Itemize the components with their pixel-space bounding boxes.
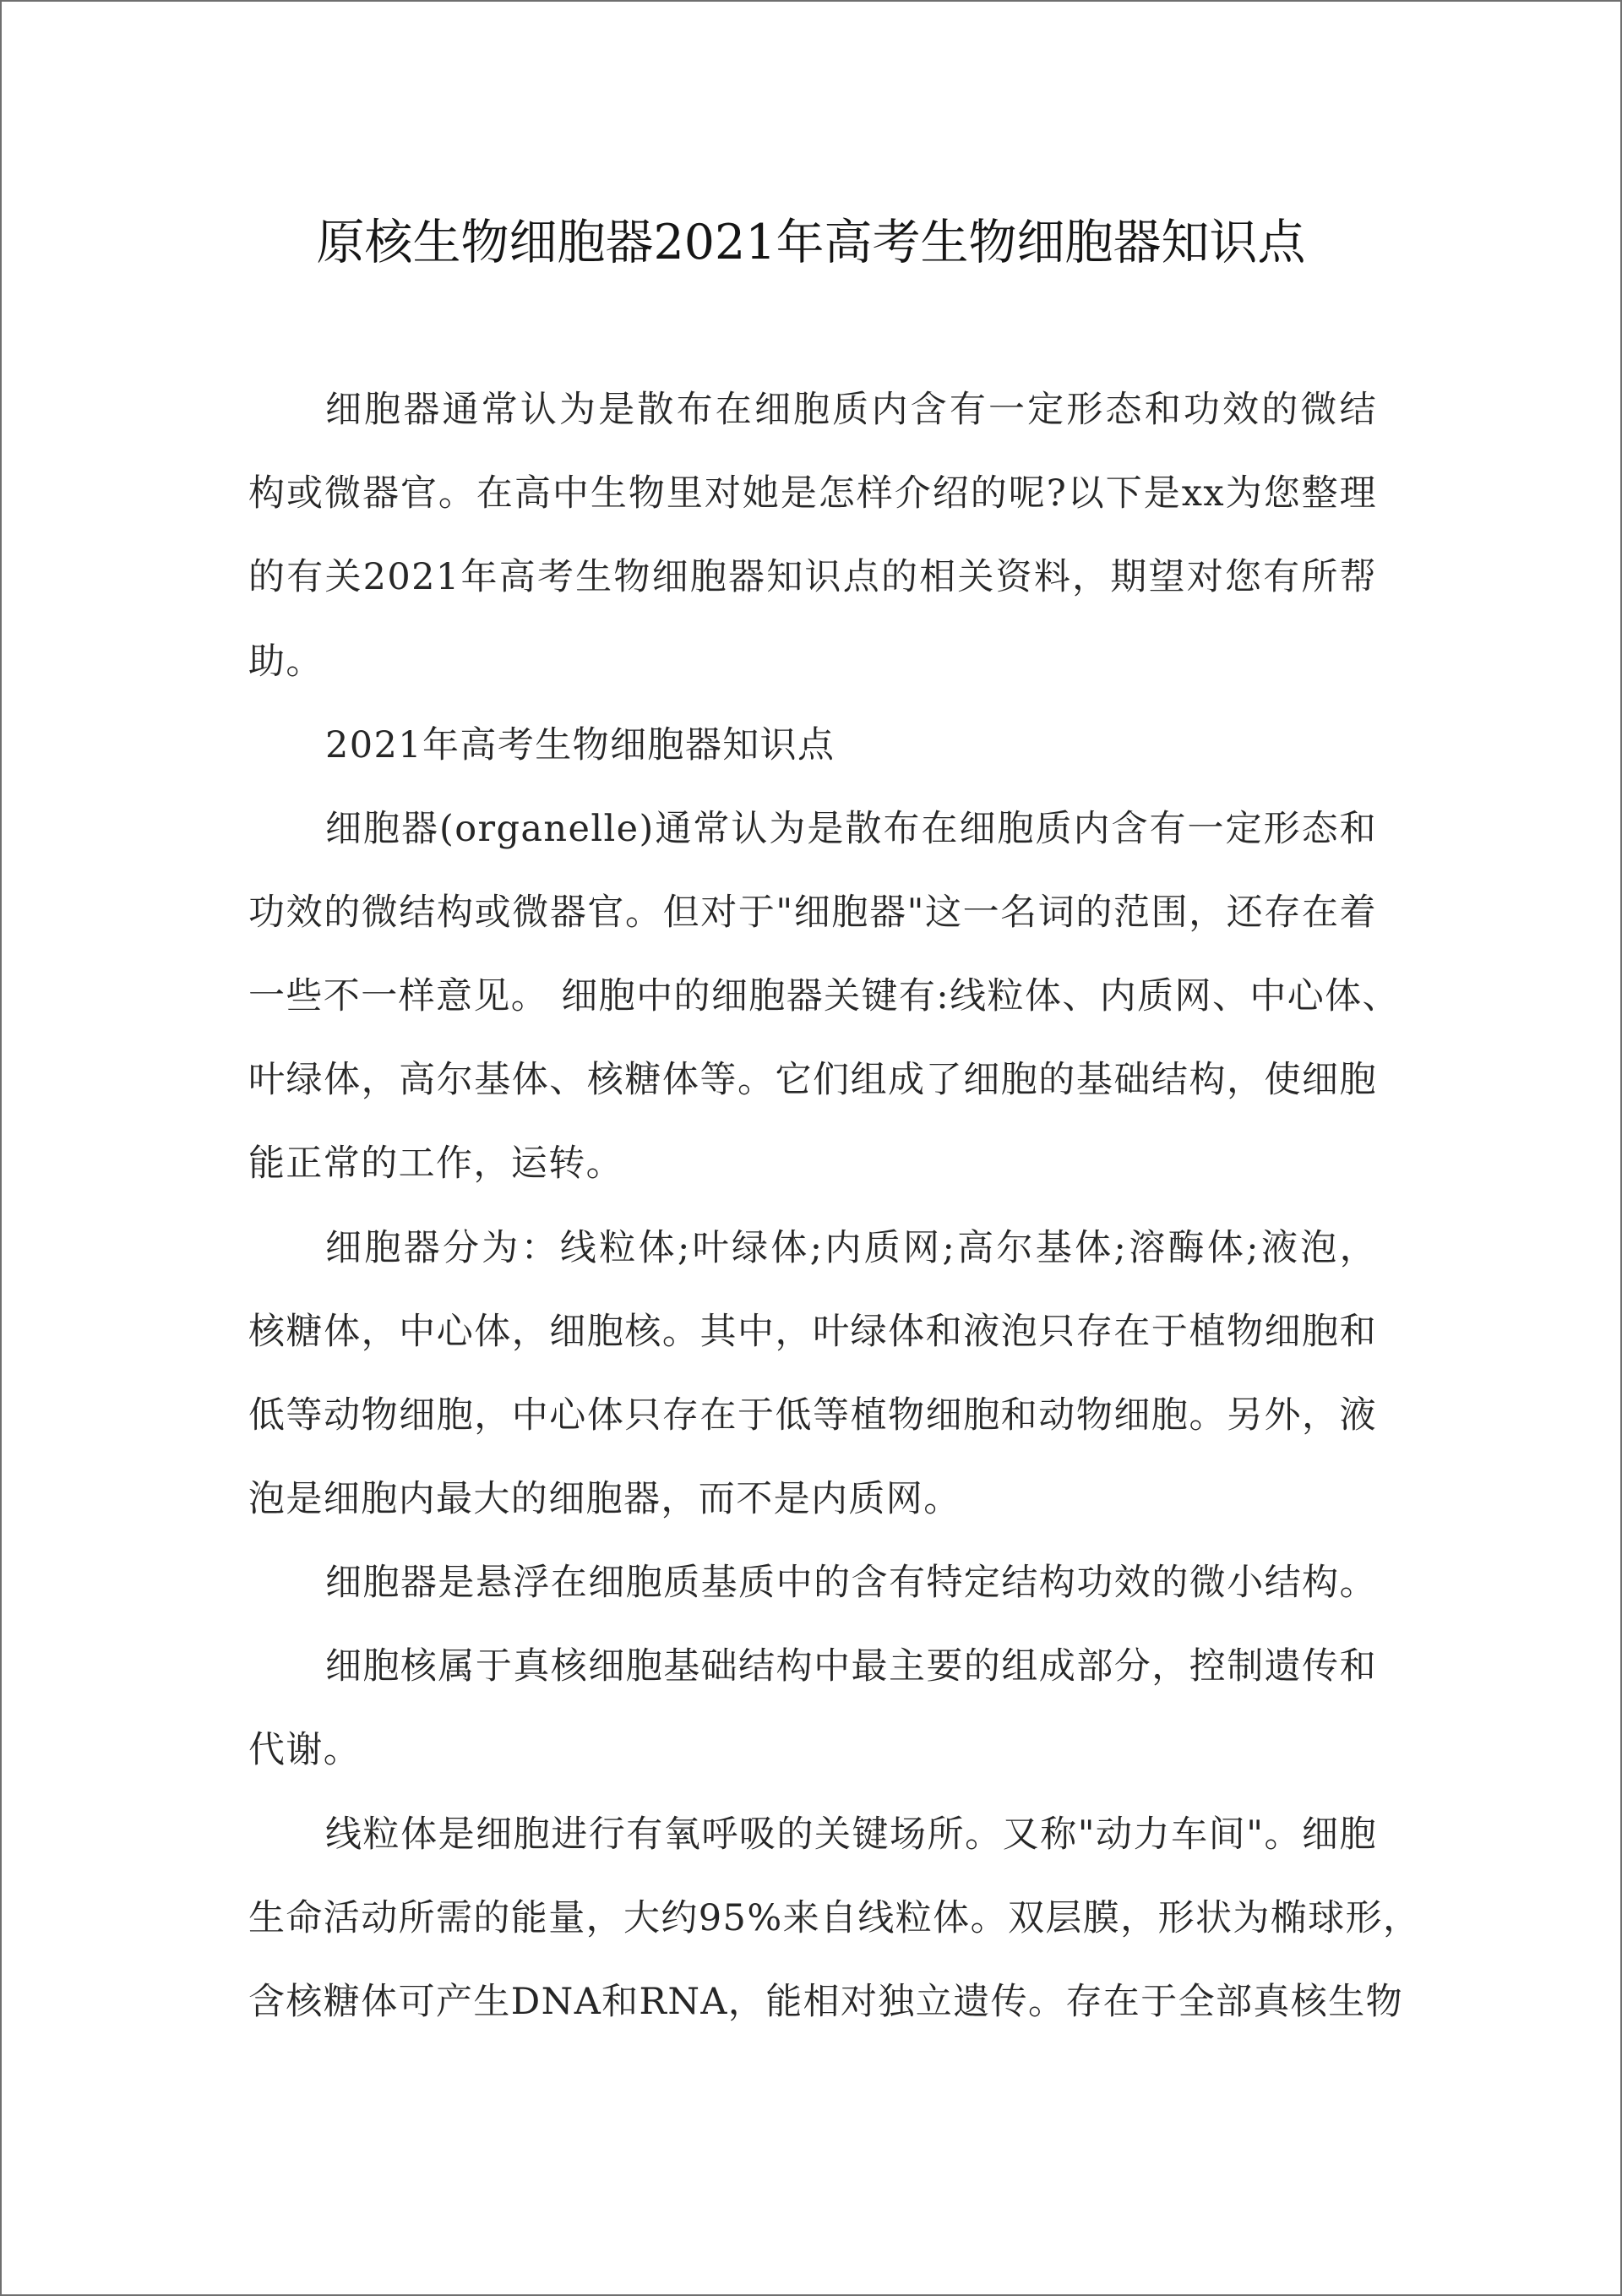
paragraph-line: 叶绿体，高尔基体、核糖体等。它们组成了细胞的基础结构，使细胞: [248, 1059, 1377, 1101]
paragraph-line: 能正常的工作，运转。: [248, 1143, 623, 1185]
paragraph-line: 细胞核属于真核细胞基础结构中最主要的组成部分，控制遗传和: [325, 1645, 1377, 1688]
paragraph-line: 核糖体，中心体，细胞核。其中，叶绿体和液泡只存在于植物细胞和: [248, 1311, 1377, 1353]
paragraph-line: 构或微器官。在高中生物里对她是怎样介绍的呢?以下是xx为您整理: [248, 472, 1377, 515]
paragraph-line: 的有关2021年高考生物细胞器知识点的相关资料，期望对您有所帮: [248, 556, 1377, 598]
section-heading: 2021年高考生物细胞器知识点: [325, 724, 835, 766]
paragraph-line: 生命活动所需的能量，大约95%来自线粒体。双层膜，形状为椭球形，: [248, 1897, 1421, 1939]
paragraph-line: 细胞器分为：线粒体;叶绿体;内质网;高尔基体;溶酶体;液泡，: [325, 1227, 1377, 1269]
paragraph-line: 功效的微结构或微器官。但对于"细胞器"这一名词的范围，还存在着: [248, 892, 1377, 934]
paragraph-line: 代谢。: [248, 1729, 362, 1771]
paragraph-line: 低等动物细胞，中心体只存在于低等植物细胞和动物细胞。另外，液: [248, 1394, 1377, 1437]
document-title: 原核生物细胞器2021年高考生物细胞器知识点: [316, 215, 1306, 270]
paragraph-line: 含核糖体可产生DNA和RNA，能相对独立遗传。存在于全部真核生物: [248, 1981, 1404, 2023]
paragraph-line: 细胞器通常认为是散布在细胞质内含有一定形态和功效的微结: [325, 389, 1377, 431]
paragraph-line: 线粒体是细胞进行有氧呼吸的关键场所。又称"动力车间"。细胞: [325, 1813, 1377, 1856]
paragraph-line: 细胞器(organelle)通常认为是散布在细胞质内含有一定形态和: [325, 808, 1377, 850]
paragraph-line: 助。: [248, 641, 324, 683]
paragraph-line: 一些不一样意见。 细胞中的细胞器关键有:线粒体、内质网、中心体、: [248, 975, 1400, 1017]
paragraph-line: 细胞器是悬浮在细胞质基质中的含有特定结构功效的微小结构。: [325, 1562, 1377, 1604]
paragraph-line: 泡是细胞内最大的细胞器，而不是内质网。: [248, 1478, 961, 1520]
